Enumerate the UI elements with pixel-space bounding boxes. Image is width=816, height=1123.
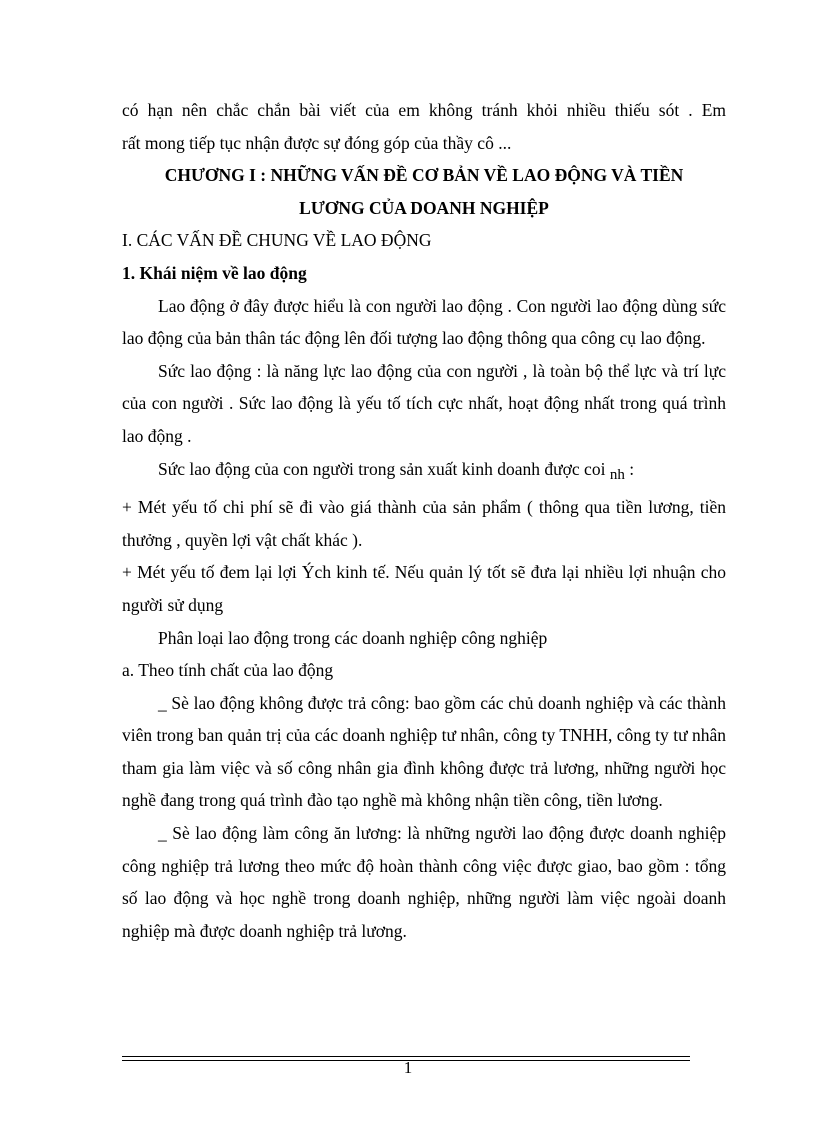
paragraph-labor-considered-end: : xyxy=(624,458,635,479)
paragraph-unpaid-labor: _ Sè lao động không được trả công: bao gồm các chủ doanh nghiệp và các thành viên trong ban quản trị của các doanh nghiệp tư nhân, công ty TNHH, công ty tư nhân tham gia làm việc và số công nhân gia đình không được trả lương, những người học nghề đang trong quá trình đào tạo nghề mà không nhận tiền công, tiền lương. xyxy=(122,692,726,811)
intro-line-1: có hạn nên chắc chắn bài viết của em không tránh khỏi nhiều thiếu sót . Em xyxy=(122,100,726,120)
paragraph-labor-considered xyxy=(122,453,726,492)
subscript-nh: nh xyxy=(609,466,625,483)
paragraph-paid-labor: _ Sè lao động làm công ăn lương: là những người lao động được doanh nghiệp công nghiệp trả lương theo mức độ hoàn thành công việc được giao, bao gồm : tổng số lao động và học nghề trong doanh nghiệp, những người làm việc ngoài doanh nghiệp mà được doanh nghiệp trả lương. xyxy=(122,823,726,941)
chapter-title-line-2: LƯƠNG CỦA DOANH NGHIỆP xyxy=(299,197,549,218)
page-content xyxy=(122,94,726,947)
chapter-title-line-1: CHƯƠNG I : NHỮNG VẤN ĐỀ CƠ BẢN VỀ LAO ĐỘNG VÀ TIỀN xyxy=(164,165,684,186)
intro-line-2: rất mong tiếp tục nhận được sự đóng góp của thầy cô ... xyxy=(122,132,512,153)
item-a-heading: a. Theo tính chất của lao động xyxy=(122,660,334,681)
paragraph-classification: Phân loại lao động trong các doanh nghiệp công nghiệp xyxy=(158,627,548,648)
bullet-benefit-factor: + Mét yếu tố đem lại lợi Ých kinh tế. Nếu quản lý tốt sẽ đưa lại nhiều lợi nhuận cho người sử dụng xyxy=(122,562,726,615)
paragraph-labor-considered-text: Sức lao động của con người trong sản xuất kinh doanh được coi xyxy=(158,458,610,479)
section-heading: I. CÁC VẤN ĐỀ CHUNG VỀ LAO ĐỘNG xyxy=(122,230,432,251)
bullet-cost-factor: + Mét yếu tố chi phí sẽ đi vào giá thành của sản phẩm ( thông qua tiền lương, tiền thưởng , quyền lợi vật chất khác ). xyxy=(122,497,726,550)
paragraph-labor-power: Sức lao động : là năng lực lao động của con người , là toàn bộ thể lực và trí lực của con người . Sức lao động là yếu tố tích cực nhất, hoạt động nhất trong quá trình lao động . xyxy=(122,360,726,446)
subsection-heading: 1. Khái niệm về lao động xyxy=(122,262,307,283)
paragraph-labor-definition: Lao động ở đây được hiểu là con người lao động . Con người lao động dùng sức lao động của bản thân tác động lên đối tượng lao động thông qua công cụ lao động. xyxy=(122,295,726,349)
footer-rule-top xyxy=(122,1056,690,1057)
page-number: 1 xyxy=(403,1058,413,1077)
